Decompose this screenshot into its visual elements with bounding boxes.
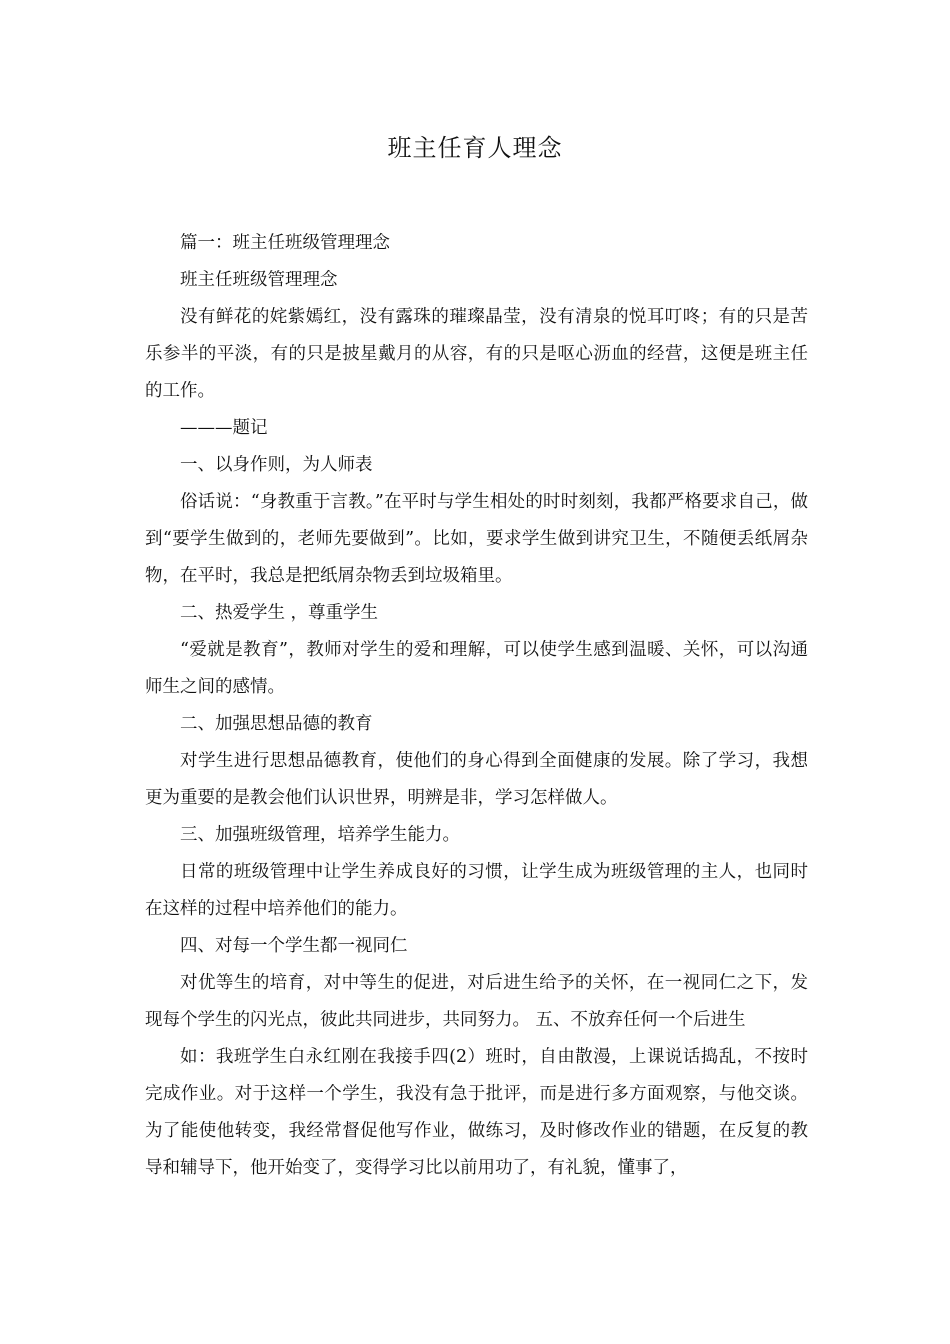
- paragraph-epigraph: 没有鲜花的姹紫嫣红，没有露珠的璀璨晶莹，没有清泉的悦耳叮咚；有的只是苦乐参半的平淡，有的只是披星戴月的从容，有的只是呕心沥血的经营，这便是班主任的工作。: [145, 307, 808, 401]
- paragraph-heading-3: 二、加强思想品德的教育: [180, 714, 373, 734]
- paragraph-subtitle: 班主任班级管理理念: [180, 270, 338, 290]
- document-body: [145, 225, 808, 1187]
- paragraph-body: 日常的班级管理中让学生养成良好的习惯，让学生成为班级管理的主人，也同时在这样的过程中培养他们的能力。: [145, 862, 808, 919]
- paragraph-heading-4: 三、加强班级管理，培养学生能力。: [180, 825, 460, 845]
- paragraph-body: 俗话说：“身教重于言教。”在平时与学生相处的时时刻刻，我都严格要求自己，做到“要学生做到的，老师先要做到”。比如，要求学生做到讲究卫生，不随便丢纸屑杂物，在平时，我总是把纸屑杂物丢到垃圾箱里。: [145, 492, 808, 586]
- paragraph-body: 如：我班学生白永红刚在我接手四(2）班时，自由散漫，上课说话捣乱，不按时完成作业。对于这样一个学生，我没有急于批评，而是进行多方面观察，与他交谈。为了能使他转变，我经常督促他写作业，做练习，及时修改作业的错题，在反复的教导和辅导下，他开始变了，变得学习比以前用功了，有礼貌，懂事了，: [145, 1047, 808, 1178]
- paragraph-heading-1: 一、以身作则，为人师表: [180, 455, 373, 475]
- paragraph-section-heading: 篇一：班主任班级管理理念: [180, 233, 390, 253]
- paragraph-body: “爱就是教育”，教师对学生的爱和理解，可以使学生感到温暖、关怀，可以沟通师生之间的感情。: [145, 640, 808, 697]
- paragraph-heading-2: 二、热爱学生 ，尊重学生: [180, 603, 379, 623]
- paragraph-body: 对学生进行思想品德教育，使他们的身心得到全面健康的发展。除了学习，我想更为重要的是教会他们认识世界，明辨是非，学习怎样做人。: [145, 751, 808, 808]
- paragraph-heading-5: 四、对每一个学生都一视同仁: [180, 936, 408, 956]
- paragraph-body: 对优等生的培育，对中等生的促进，对后进生给予的关怀，在一视同仁之下，发现每个学生的闪光点，彼此共同进步，共同努力。 五、不放弃任何一个后进生: [145, 973, 808, 1030]
- document-title: 班主任育人理念: [387, 134, 563, 162]
- paragraph-epigraph-attribution: ———题记: [180, 418, 268, 438]
